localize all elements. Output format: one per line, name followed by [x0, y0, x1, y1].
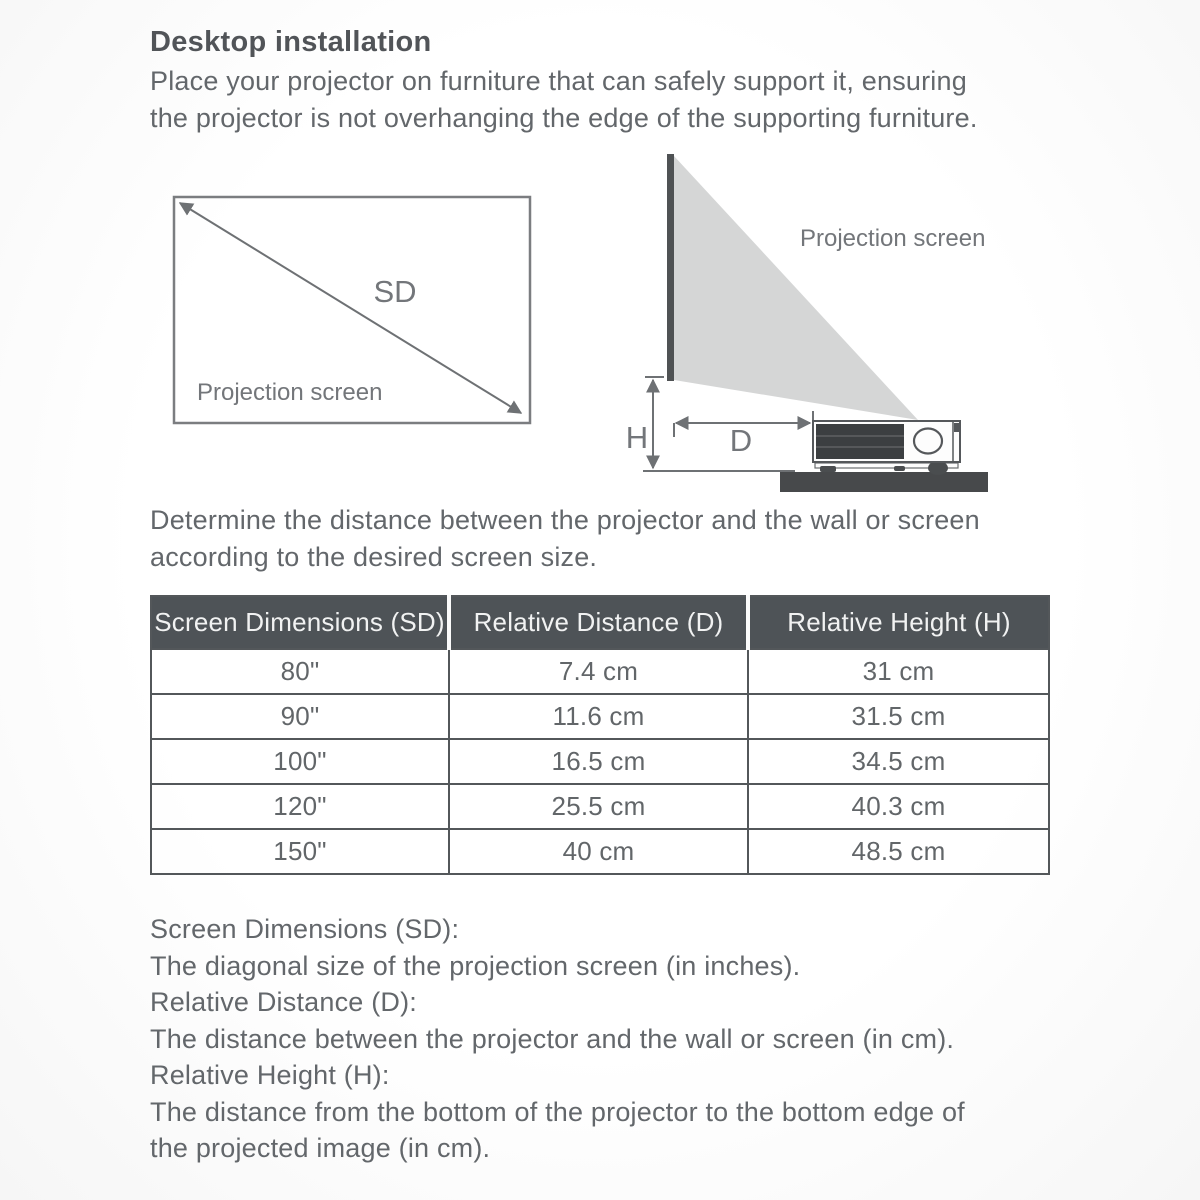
front-screen-label: Projection screen — [197, 379, 383, 406]
table-cell: 7.4 cm — [449, 649, 748, 694]
table-cell: 40.3 cm — [748, 784, 1049, 829]
header-relative-height: Relative Height (H) — [748, 596, 1049, 649]
table-row — [151, 694, 1049, 739]
screen-bar — [667, 154, 674, 381]
front-view-diagram — [170, 193, 536, 433]
table-header-row — [151, 596, 1049, 649]
table-row — [151, 784, 1049, 829]
table-intro-line-2: according to the desired screen size. — [150, 541, 598, 572]
table-cell: 11.6 cm — [449, 694, 748, 739]
table-intro-paragraph — [150, 502, 980, 575]
sd-label: SD — [373, 274, 417, 309]
table-cell: 48.5 cm — [748, 829, 1049, 874]
table-intro-line-1: Determine the distance between the projector and the wall or screen — [150, 505, 980, 535]
projector-detail — [954, 423, 960, 432]
table-cell: 34.5 cm — [748, 739, 1049, 784]
definition-term: Relative Height (H): — [150, 1060, 390, 1090]
table-cell: 40 cm — [449, 829, 748, 874]
table-cell: 80" — [151, 649, 449, 694]
d-label: D — [729, 423, 753, 458]
projection-distance-table — [150, 595, 1050, 875]
side-view-diagram — [598, 146, 1000, 498]
projector-vent — [816, 424, 904, 459]
page-title: Desktop installation — [150, 26, 432, 58]
table-cell: 90" — [151, 694, 449, 739]
projector-foot — [820, 466, 836, 472]
definition-description: The diagonal size of the projection screen (in inches). — [150, 950, 801, 981]
table-row — [151, 649, 1049, 694]
table-cell: 31.5 cm — [748, 694, 1049, 739]
table-cell: 100" — [151, 739, 449, 784]
definition-description: The distance from the bottom of the projector to the bottom edge of — [150, 1096, 965, 1127]
projector-illustration — [813, 421, 960, 475]
table-cell: 16.5 cm — [449, 739, 748, 784]
table-cell: 25.5 cm — [449, 784, 748, 829]
table-cell: 120" — [151, 784, 449, 829]
projector-foot — [894, 466, 905, 471]
intro-paragraph — [150, 63, 978, 136]
projection-beam — [674, 156, 918, 420]
furniture-platform — [780, 472, 988, 492]
side-screen-label: Projection screen — [800, 225, 986, 252]
definition-description: the projected image (in cm). — [150, 1133, 491, 1163]
table-cell: 150" — [151, 829, 449, 874]
definition-term: Screen Dimensions (SD): — [150, 914, 460, 944]
header-screen-dimensions: Screen Dimensions (SD) — [151, 596, 449, 649]
header-relative-distance: Relative Distance (D) — [449, 596, 748, 649]
table-row — [151, 829, 1049, 874]
definition-term: Relative Distance (D): — [150, 987, 417, 1017]
projector-foot — [928, 461, 948, 475]
intro-line-1: Place your projector on furniture that can safely support it, ensuring — [150, 66, 967, 96]
definitions-block — [150, 911, 965, 1167]
table-cell: 31 cm — [748, 649, 1049, 694]
intro-line-2: the projector is not overhanging the edge of the supporting furniture. — [150, 102, 978, 133]
projector-lens — [914, 429, 942, 454]
definition-description: The distance between the projector and the wall or screen (in cm). — [150, 1023, 955, 1054]
table-row — [151, 739, 1049, 784]
h-label: H — [625, 420, 649, 455]
